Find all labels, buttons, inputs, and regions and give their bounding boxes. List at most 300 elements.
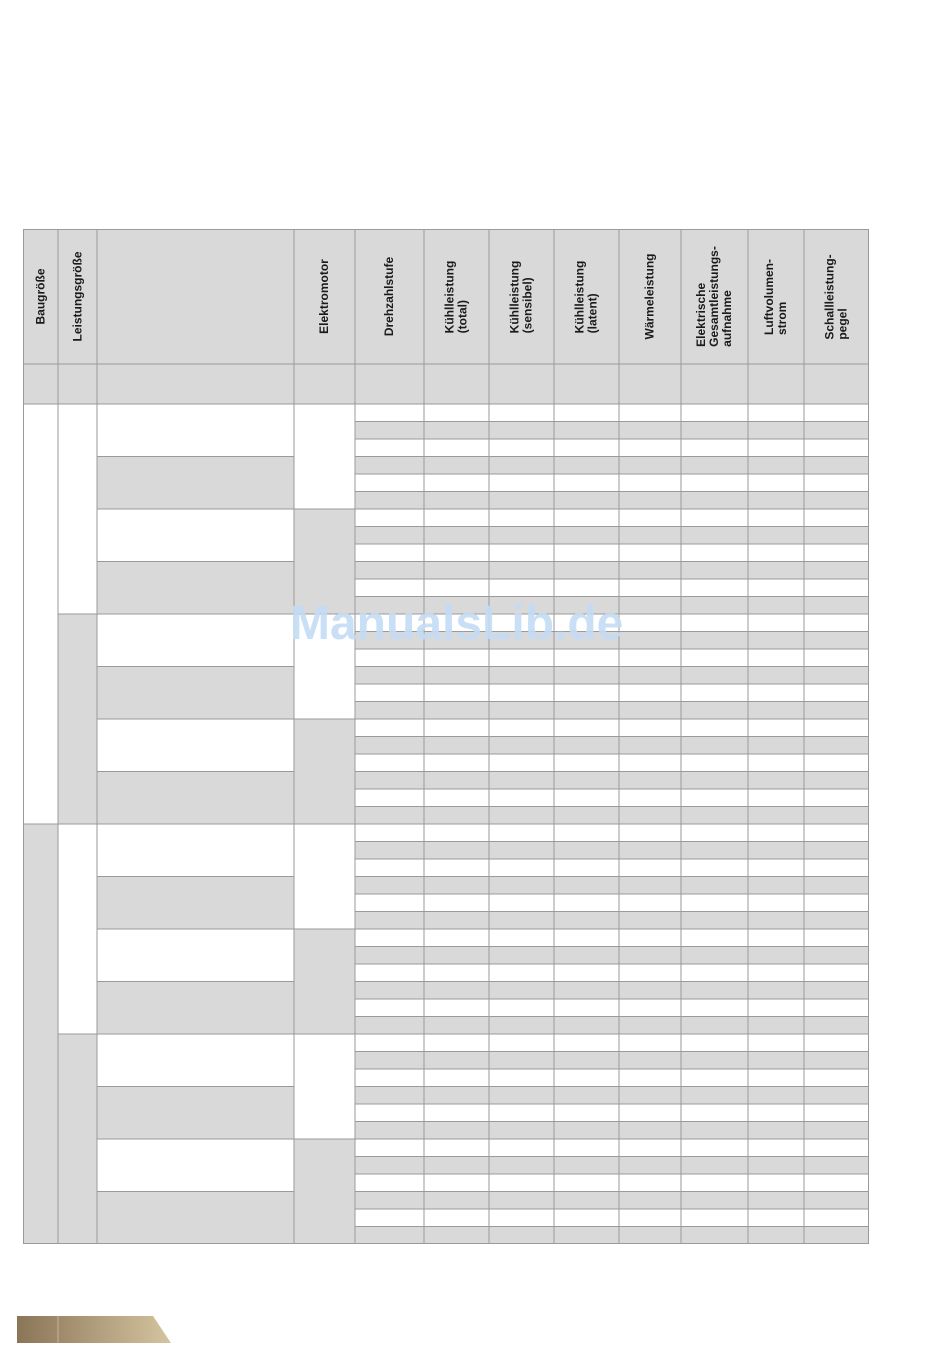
data-cell <box>489 579 554 597</box>
data-cell <box>554 1174 619 1192</box>
data-cell <box>489 964 554 982</box>
data-cell <box>489 1104 554 1122</box>
data-cell <box>748 597 804 615</box>
data-cell <box>681 562 748 580</box>
data-cell <box>619 929 681 947</box>
data-cell <box>681 964 748 982</box>
data-cell <box>355 912 424 930</box>
data-cell <box>748 1034 804 1052</box>
data-cell <box>355 754 424 772</box>
data-cell <box>355 1209 424 1227</box>
data-cell <box>748 527 804 545</box>
header-kuehlleistung-latent: Kühlleistung (latent) <box>572 260 600 333</box>
data-cell <box>424 597 489 615</box>
group-cell <box>97 667 294 720</box>
data-cell <box>748 544 804 562</box>
data-cell <box>355 1087 424 1105</box>
data-cell <box>619 562 681 580</box>
unit-cell <box>748 364 804 404</box>
data-cell <box>554 474 619 492</box>
data-cell <box>554 544 619 562</box>
data-cell <box>681 894 748 912</box>
data-cell <box>804 1209 869 1227</box>
data-cell <box>619 947 681 965</box>
data-cell <box>748 859 804 877</box>
data-cell <box>554 684 619 702</box>
data-cell <box>681 474 748 492</box>
data-cell <box>681 1017 748 1035</box>
data-cell <box>424 614 489 632</box>
data-cell <box>355 1104 424 1122</box>
data-cell <box>489 929 554 947</box>
data-cell <box>681 1209 748 1227</box>
data-cell <box>681 1227 748 1245</box>
data-cell <box>681 719 748 737</box>
data-cell <box>489 1157 554 1175</box>
data-cell <box>804 562 869 580</box>
data-cell <box>681 772 748 790</box>
data-cell <box>489 807 554 825</box>
data-cell <box>489 492 554 510</box>
data-cell <box>619 737 681 755</box>
data-cell <box>619 1209 681 1227</box>
data-cell <box>619 824 681 842</box>
data-cell <box>355 877 424 895</box>
data-cell <box>619 579 681 597</box>
data-cell <box>554 912 619 930</box>
data-cell <box>748 404 804 422</box>
data-cell <box>355 667 424 685</box>
data-cell <box>489 1174 554 1192</box>
data-cell <box>681 789 748 807</box>
data-cell <box>804 422 869 440</box>
data-cell <box>554 1209 619 1227</box>
data-cell <box>424 824 489 842</box>
data-cell <box>424 1104 489 1122</box>
data-cell <box>681 999 748 1017</box>
data-cell <box>554 457 619 475</box>
data-cell <box>489 439 554 457</box>
data-cell <box>554 789 619 807</box>
data-cell <box>804 929 869 947</box>
data-cell <box>681 632 748 650</box>
data-cell <box>424 667 489 685</box>
data-cell <box>619 404 681 422</box>
data-cell <box>554 1192 619 1210</box>
watermark: ManualsLib.de <box>290 597 624 650</box>
data-cell <box>355 684 424 702</box>
data-cell <box>804 947 869 965</box>
data-cell <box>748 912 804 930</box>
data-cell <box>619 667 681 685</box>
data-cell <box>748 894 804 912</box>
group-cell <box>58 1034 97 1244</box>
data-cell <box>619 1174 681 1192</box>
data-cell <box>355 1069 424 1087</box>
data-cell <box>804 579 869 597</box>
data-cell <box>619 1087 681 1105</box>
data-cell <box>619 422 681 440</box>
group-cell <box>97 982 294 1035</box>
data-cell <box>804 684 869 702</box>
data-cell <box>424 492 489 510</box>
data-cell <box>489 1069 554 1087</box>
data-cell <box>424 947 489 965</box>
data-cell <box>424 1227 489 1245</box>
data-cell <box>355 1017 424 1035</box>
data-cell <box>554 1034 619 1052</box>
data-cell <box>619 527 681 545</box>
data-cell <box>681 1157 748 1175</box>
footer-ribbon <box>17 1316 177 1346</box>
group-cell <box>97 719 294 772</box>
data-cell <box>355 509 424 527</box>
data-cell <box>489 684 554 702</box>
data-cell <box>681 509 748 527</box>
data-cell <box>619 964 681 982</box>
data-cell <box>804 1174 869 1192</box>
data-cell <box>681 737 748 755</box>
data-cell <box>681 982 748 1000</box>
data-cell <box>619 999 681 1017</box>
data-cell <box>619 1017 681 1035</box>
data-cell <box>554 1157 619 1175</box>
data-cell <box>748 684 804 702</box>
header-elektromotor: Elektromotor <box>317 259 331 334</box>
data-cell <box>681 947 748 965</box>
data-cell <box>681 684 748 702</box>
data-cell <box>489 1139 554 1157</box>
data-cell <box>748 1087 804 1105</box>
data-cell <box>748 1192 804 1210</box>
data-cell <box>681 859 748 877</box>
data-cell <box>681 912 748 930</box>
data-cell <box>619 614 681 632</box>
data-cell <box>424 772 489 790</box>
data-cell <box>748 457 804 475</box>
data-cell <box>424 1087 489 1105</box>
data-cell <box>355 492 424 510</box>
data-cell <box>355 1139 424 1157</box>
data-cell <box>554 404 619 422</box>
group-cell <box>294 1139 355 1244</box>
data-cell <box>355 842 424 860</box>
data-cell <box>681 527 748 545</box>
data-cell <box>554 1087 619 1105</box>
data-cell <box>554 614 619 632</box>
data-cell <box>355 859 424 877</box>
data-cell <box>355 719 424 737</box>
data-cell <box>489 719 554 737</box>
data-cell <box>424 1174 489 1192</box>
data-cell <box>748 964 804 982</box>
data-cell <box>355 1034 424 1052</box>
data-cell <box>355 439 424 457</box>
data-cell <box>619 894 681 912</box>
data-cell <box>748 824 804 842</box>
data-cell <box>748 492 804 510</box>
data-cell <box>681 807 748 825</box>
data-cell <box>619 474 681 492</box>
data-cell <box>554 1122 619 1140</box>
data-cell <box>748 474 804 492</box>
data-cell <box>619 457 681 475</box>
data-cell <box>424 1139 489 1157</box>
data-cell <box>804 544 869 562</box>
data-cell <box>489 544 554 562</box>
data-cell <box>681 614 748 632</box>
data-cell <box>489 614 554 632</box>
data-cell <box>554 702 619 720</box>
data-cell <box>804 1104 869 1122</box>
data-cell <box>424 894 489 912</box>
data-cell <box>748 579 804 597</box>
data-cell <box>355 1192 424 1210</box>
data-cell <box>355 789 424 807</box>
data-cell <box>554 1069 619 1087</box>
data-cell <box>355 947 424 965</box>
data-cell <box>489 859 554 877</box>
data-cell <box>748 737 804 755</box>
data-cell <box>489 1052 554 1070</box>
data-cell <box>748 509 804 527</box>
data-cell <box>804 509 869 527</box>
data-cell <box>424 807 489 825</box>
group-cell <box>97 1034 294 1087</box>
data-cell <box>804 1122 869 1140</box>
group-cell <box>294 614 355 719</box>
data-cell <box>681 457 748 475</box>
data-cell <box>748 439 804 457</box>
data-cell <box>804 807 869 825</box>
data-cell <box>748 702 804 720</box>
data-cell <box>748 929 804 947</box>
data-cell <box>554 492 619 510</box>
data-cell <box>424 859 489 877</box>
data-cell <box>554 999 619 1017</box>
data-cell <box>489 842 554 860</box>
data-cell <box>681 404 748 422</box>
data-cell <box>424 457 489 475</box>
data-cell <box>554 982 619 1000</box>
data-cell <box>489 947 554 965</box>
data-cell <box>424 737 489 755</box>
data-cell <box>554 842 619 860</box>
data-cell <box>424 649 489 667</box>
data-cell <box>554 632 619 650</box>
data-cell <box>554 719 619 737</box>
data-cell <box>355 527 424 545</box>
data-cell <box>681 1087 748 1105</box>
data-cell <box>681 492 748 510</box>
specification-table <box>23 229 869 1244</box>
data-cell <box>424 982 489 1000</box>
data-cell <box>554 597 619 615</box>
data-cell <box>619 509 681 527</box>
header-kuehlleistung-sensibel: Kühlleistung (sensibel) <box>507 260 535 333</box>
data-cell <box>554 439 619 457</box>
data-cell <box>554 1104 619 1122</box>
group-cell <box>23 824 58 1244</box>
data-cell <box>355 929 424 947</box>
data-cell <box>355 649 424 667</box>
data-cell <box>355 772 424 790</box>
data-cell <box>748 1069 804 1087</box>
unit-cell <box>355 364 424 404</box>
data-cell <box>424 1209 489 1227</box>
data-cell <box>748 947 804 965</box>
data-cell <box>554 509 619 527</box>
data-cell <box>804 772 869 790</box>
data-cell <box>804 877 869 895</box>
data-cell <box>355 1227 424 1245</box>
group-cell <box>97 562 294 615</box>
data-cell <box>489 877 554 895</box>
data-cell <box>489 509 554 527</box>
data-cell <box>804 457 869 475</box>
data-cell <box>355 632 424 650</box>
data-cell <box>619 1157 681 1175</box>
data-cell <box>355 457 424 475</box>
header-leistungsgroesse: Leistungsgröße <box>70 251 85 342</box>
data-cell <box>355 579 424 597</box>
data-cell <box>619 789 681 807</box>
data-cell <box>748 1104 804 1122</box>
data-cell <box>554 772 619 790</box>
data-cell <box>489 737 554 755</box>
data-cell <box>619 702 681 720</box>
data-cell <box>489 982 554 1000</box>
data-cell <box>619 772 681 790</box>
group-cell <box>97 1139 294 1192</box>
data-cell <box>619 859 681 877</box>
group-cell <box>294 824 355 929</box>
data-cell <box>489 1209 554 1227</box>
data-cell <box>681 579 748 597</box>
group-cell <box>23 404 58 824</box>
data-cell <box>748 1157 804 1175</box>
data-cell <box>619 807 681 825</box>
data-cell <box>804 439 869 457</box>
data-cell <box>355 614 424 632</box>
data-cell <box>424 1157 489 1175</box>
data-cell <box>424 422 489 440</box>
data-cell <box>355 807 424 825</box>
data-cell <box>804 1227 869 1245</box>
data-cell <box>424 964 489 982</box>
data-cell <box>489 1034 554 1052</box>
data-cell <box>619 597 681 615</box>
unit-cell <box>804 364 869 404</box>
data-cell <box>804 667 869 685</box>
data-cell <box>489 999 554 1017</box>
data-cell <box>748 632 804 650</box>
data-cell <box>681 649 748 667</box>
data-cell <box>619 544 681 562</box>
data-cell <box>804 737 869 755</box>
unit-cell <box>554 364 619 404</box>
data-cell <box>619 877 681 895</box>
data-cell <box>804 1034 869 1052</box>
data-cell <box>619 492 681 510</box>
data-cell <box>424 474 489 492</box>
data-cell <box>489 1192 554 1210</box>
header-elektrische-gesamtleistungsaufnahme: Elektrische Gesamtleistungs- aufnahme <box>694 246 735 347</box>
data-cell <box>681 1052 748 1070</box>
data-cell <box>554 824 619 842</box>
data-cell <box>619 719 681 737</box>
data-cell <box>489 702 554 720</box>
group-cell <box>294 929 355 1034</box>
data-cell <box>424 509 489 527</box>
data-cell <box>489 1017 554 1035</box>
data-cell <box>355 597 424 615</box>
data-cell <box>355 894 424 912</box>
unit-cell <box>619 364 681 404</box>
data-cell <box>355 702 424 720</box>
data-cell <box>424 754 489 772</box>
data-cell <box>554 1139 619 1157</box>
data-cell <box>424 1017 489 1035</box>
data-cell <box>681 824 748 842</box>
data-cell <box>748 1209 804 1227</box>
data-cell <box>424 579 489 597</box>
data-cell <box>424 562 489 580</box>
data-cell <box>554 877 619 895</box>
data-cell <box>619 649 681 667</box>
header-luftvolumenstrom: Luftvolumen- strom <box>762 258 789 335</box>
data-cell <box>748 982 804 1000</box>
header-kuehlleistung-total: Kühlleistung (total) <box>442 260 470 333</box>
data-cell <box>681 842 748 860</box>
data-cell <box>681 702 748 720</box>
data-cell <box>424 1192 489 1210</box>
data-cell <box>355 1052 424 1070</box>
data-cell <box>804 1192 869 1210</box>
data-cell <box>554 649 619 667</box>
data-cell <box>554 737 619 755</box>
data-cell <box>554 947 619 965</box>
data-cell <box>804 614 869 632</box>
table-grid <box>23 229 869 1244</box>
data-cell <box>681 544 748 562</box>
data-cell <box>748 667 804 685</box>
header-baugroesse: Baugröße <box>33 268 48 325</box>
data-cell <box>619 842 681 860</box>
header-variante <box>97 229 294 364</box>
data-cell <box>554 1052 619 1070</box>
data-cell <box>748 1122 804 1140</box>
data-cell <box>489 562 554 580</box>
header-waermeleistung: Wärmeleistung <box>642 253 657 340</box>
data-cell <box>748 1174 804 1192</box>
data-cell <box>804 492 869 510</box>
data-cell <box>748 754 804 772</box>
group-cell <box>97 1192 294 1245</box>
data-cell <box>681 929 748 947</box>
data-cell <box>489 1122 554 1140</box>
data-cell <box>619 912 681 930</box>
data-cell <box>554 1017 619 1035</box>
data-cell <box>748 1227 804 1245</box>
data-cell <box>424 842 489 860</box>
data-cell <box>554 807 619 825</box>
data-cell <box>489 474 554 492</box>
data-cell <box>804 474 869 492</box>
data-cell <box>681 754 748 772</box>
group-cell <box>97 614 294 667</box>
data-cell <box>355 824 424 842</box>
